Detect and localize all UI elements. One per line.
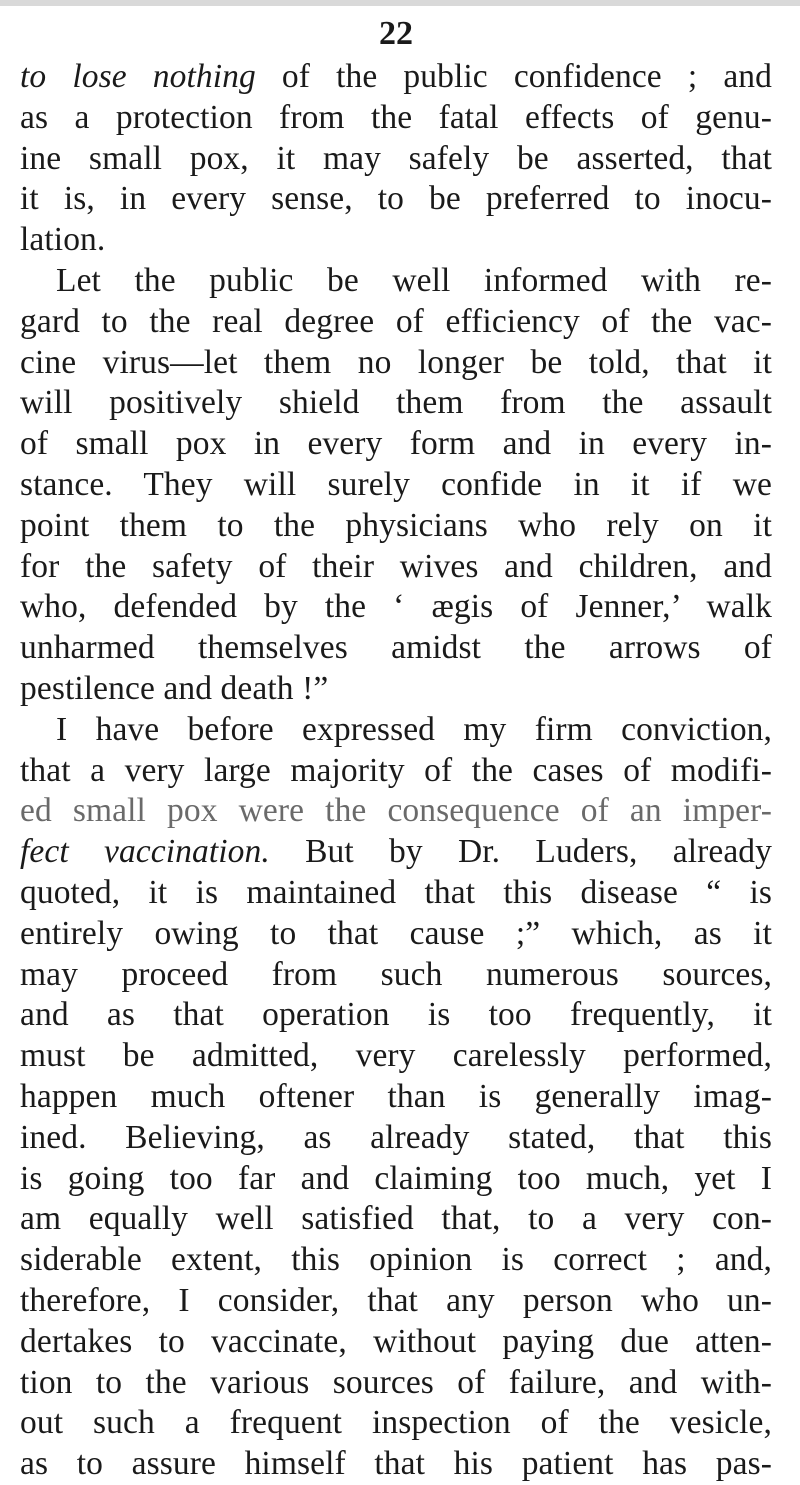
text-line: pestilence and death !”: [20, 669, 329, 707]
text-line: [20, 832, 772, 873]
text-line: am equally well satisfied that, to a very con-: [20, 1200, 772, 1238]
text-line: may proceed from such numerous sources,: [20, 955, 772, 993]
text-line: will positively shield them from the assault: [20, 384, 772, 422]
line-remainder: of the public confidence ; and: [255, 58, 772, 95]
text-line: as a protection from the fatal effects of genu-: [20, 98, 772, 136]
text-line: ined. Believing, as already stated, that this: [20, 1118, 772, 1156]
text-line: point them to the physicians who rely on it: [20, 506, 772, 544]
page-number: 22: [379, 15, 413, 52]
text-line: that a very large majority of the cases of modifi-: [20, 751, 772, 789]
text-line: happen much oftener than is generally imag-: [20, 1077, 772, 1115]
text-line: ed small pox were the consequence of an imper-: [20, 792, 772, 830]
text-line: of small pox in every form and in every in-: [20, 425, 772, 463]
text-line: quoted, it is maintained that this disease “ is: [20, 873, 772, 911]
text-line: dertakes to vaccinate, without paying due atten-: [20, 1322, 772, 1360]
italic-phrase: to lose nothing: [20, 58, 256, 95]
text-line: out such a frequent inspection of the vesicle,: [20, 1404, 772, 1442]
text-line: lation.: [20, 221, 106, 259]
text-line: stance. They will surely confide in it if we: [20, 465, 772, 503]
text-line: cine virus—let them no longer be told, that it: [20, 343, 772, 381]
text-line: entirely owing to that cause ;” which, as it: [20, 914, 772, 952]
top-edge-shadow: [0, 0, 800, 6]
text-line: ine small pox, it may safely be asserted, that: [20, 139, 772, 177]
text-line: who, defended by the ‘ ægis of Jenner,’ walk: [20, 588, 772, 626]
line-remainder: But by Dr. Luders, already: [269, 833, 772, 871]
text-line: as to assure himself that his patient has pas-: [20, 1445, 772, 1483]
text-line: must be admitted, very carelessly performed,: [20, 1037, 772, 1075]
body-text: [20, 57, 772, 1485]
text-line: tion to the various sources of failure, and with-: [20, 1363, 772, 1401]
text-line: therefore, I consider, that any person who un-: [20, 1281, 772, 1319]
text-line: I have before expressed my firm conviction,: [56, 710, 772, 748]
text-line: siderable extent, this opinion is correct ; and,: [20, 1241, 772, 1279]
text-line: it is, in every sense, to be preferred to inocu-: [20, 180, 772, 218]
text-line: [20, 57, 772, 98]
text-line: unharmed themselves amidst the arrows of: [20, 629, 772, 667]
text-line: and as that operation is too frequently, it: [20, 996, 772, 1034]
text-line: is going too far and claiming too much, yet I: [20, 1159, 772, 1197]
italic-phrase: fect vaccination.: [20, 833, 270, 871]
text-line: Let the public be well informed with re-: [56, 261, 772, 299]
text-line: gard to the real degree of efficiency of the vac-: [20, 302, 772, 340]
text-line: for the safety of their wives and children, and: [20, 547, 772, 585]
